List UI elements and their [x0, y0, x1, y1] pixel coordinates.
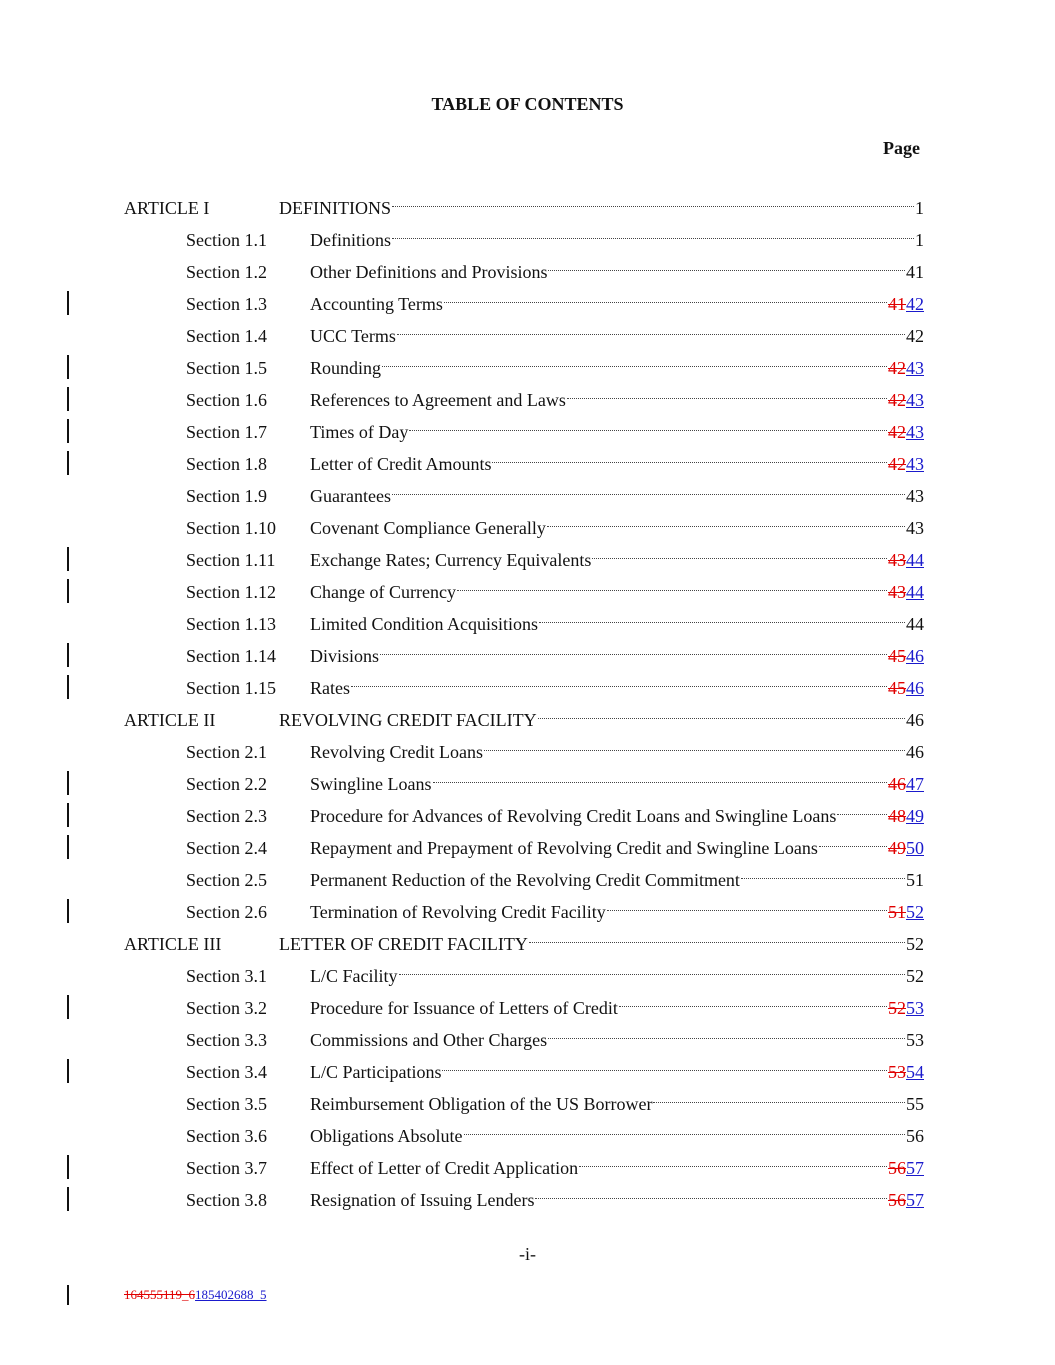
toc-entry-title: Procedure for Issuance of Letters of Credit: [310, 998, 618, 1018]
change-bar: [67, 579, 69, 603]
toc-entry-line: [279, 704, 924, 736]
toc-page-number: [888, 640, 924, 672]
toc-page-number: 56: [906, 1126, 924, 1146]
toc-entry-label: Section 1.2: [186, 262, 267, 282]
change-bar: [67, 675, 69, 699]
toc-section-row[interactable]: [0, 640, 1055, 672]
toc-entry-title: Limited Condition Acquisitions: [310, 614, 539, 634]
dot-leader: [351, 686, 887, 687]
deleted-page-number: 48: [888, 806, 906, 826]
inserted-page-number: 47: [906, 774, 924, 794]
toc-entry-line: [279, 928, 924, 960]
toc-entry-label: Section 2.6: [186, 902, 267, 922]
dot-leader: [607, 910, 887, 911]
toc-entry-line: [310, 224, 924, 256]
toc-entry-label: Section 2.1: [186, 742, 267, 762]
toc-entry-line: [310, 672, 924, 704]
toc-section-row[interactable]: [0, 672, 1055, 704]
toc-entry-line: [310, 608, 924, 640]
inserted-page-number: 49: [906, 806, 924, 826]
toc-section-row[interactable]: [0, 1152, 1055, 1184]
toc-entry-label: Section 3.2: [186, 998, 267, 1018]
document-id-inserted: 185402688_5: [195, 1287, 267, 1302]
toc-entry-label: Section 3.7: [186, 1158, 267, 1178]
toc-entry-label: Section 1.4: [186, 326, 267, 346]
toc-entry-title: Revolving Credit Loans: [310, 742, 483, 762]
toc-entry-label: Section 1.6: [186, 390, 267, 410]
dot-leader: [464, 1134, 906, 1135]
change-bar: [67, 291, 69, 315]
toc-section-row[interactable]: [0, 448, 1055, 480]
dot-leader: [548, 1038, 905, 1039]
toc-entry-line: [310, 1088, 924, 1120]
toc-entry-label: Section 1.15: [186, 678, 276, 698]
deleted-page-number: 53: [888, 1062, 906, 1082]
toc-entry-line: [310, 768, 924, 800]
toc-entry-title: Permanent Reduction of the Revolving Credit Commitment: [310, 870, 740, 890]
inserted-page-number: 52: [906, 902, 924, 922]
toc-entry-title: Termination of Revolving Credit Facility: [310, 902, 606, 922]
toc-section-row[interactable]: [0, 384, 1055, 416]
toc-section-row[interactable]: [0, 352, 1055, 384]
toc-entry-title: References to Agreement and Laws: [310, 390, 566, 410]
toc-page-number: [888, 992, 924, 1024]
toc-entry-title: L/C Participations: [310, 1062, 442, 1082]
dot-leader: [457, 590, 887, 591]
deleted-page-number: 56: [888, 1158, 906, 1178]
toc-section-row[interactable]: [0, 576, 1055, 608]
toc-section-row[interactable]: [0, 288, 1055, 320]
toc-page-number: [888, 1184, 924, 1216]
toc-entry-title: Effect of Letter of Credit Application: [310, 1158, 579, 1178]
toc-page-number: [888, 448, 924, 480]
dot-leader: [492, 462, 887, 463]
toc-page-number: 52: [906, 966, 924, 986]
toc-entry-title: Definitions: [310, 230, 391, 250]
toc-entry-line: [310, 544, 924, 576]
toc-entry-label: Section 3.1: [186, 966, 267, 986]
inserted-page-number: 57: [906, 1190, 924, 1210]
toc-section-row[interactable]: [0, 768, 1055, 800]
dot-leader: [837, 814, 887, 815]
dot-leader: [409, 430, 887, 431]
inserted-page-number: 43: [906, 390, 924, 410]
toc-entry-label: Section 1.14: [186, 646, 276, 666]
toc-entry-title: Letter of Credit Amounts: [310, 454, 492, 474]
toc-section-row[interactable]: [0, 832, 1055, 864]
inserted-page-number: 54: [906, 1062, 924, 1082]
inserted-page-number: 46: [906, 646, 924, 666]
inserted-page-number: 57: [906, 1158, 924, 1178]
toc-entry-line: [310, 960, 924, 992]
dot-leader: [382, 366, 887, 367]
deleted-page-number: 42: [888, 390, 906, 410]
toc-entry-label: Section 3.5: [186, 1094, 267, 1114]
toc-entry-line: [310, 992, 924, 1024]
toc-entry-line: [310, 640, 924, 672]
toc-entry-title: UCC Terms: [310, 326, 396, 346]
toc-entry-title: Rates: [310, 678, 350, 698]
toc-page-number: [888, 768, 924, 800]
toc-entry-label: Section 3.3: [186, 1030, 267, 1050]
toc-entry-title: Exchange Rates; Currency Equivalents: [310, 550, 592, 570]
toc-entry-label: Section 1.5: [186, 358, 267, 378]
toc-page-number: [888, 800, 924, 832]
toc-entry-title: REVOLVING CREDIT FACILITY: [279, 710, 537, 730]
document-id-deleted: 164555119_6: [124, 1287, 196, 1302]
dot-leader: [653, 1102, 905, 1103]
toc-entry-title: Divisions: [310, 646, 380, 666]
toc-entry-line: [310, 800, 924, 832]
toc-section-row[interactable]: [0, 1024, 1055, 1056]
toc-section-row[interactable]: [0, 896, 1055, 928]
toc-entry-label: Section 1.10: [186, 518, 276, 538]
document-id: [124, 1287, 267, 1303]
toc-page-number: [888, 352, 924, 384]
toc-entry-title: Obligations Absolute: [310, 1126, 463, 1146]
toc-page-number: [888, 1056, 924, 1088]
toc-section-row[interactable]: [0, 416, 1055, 448]
toc-section-row[interactable]: [0, 1120, 1055, 1152]
toc-page-number: [888, 832, 924, 864]
dot-leader: [548, 270, 905, 271]
toc-entry-line: [310, 864, 924, 896]
toc-entry-label: ARTICLE III: [124, 934, 222, 954]
toc-section-row[interactable]: [0, 320, 1055, 352]
dot-leader: [741, 878, 905, 879]
toc-page-number: [888, 672, 924, 704]
toc-page-number: 42: [906, 326, 924, 346]
dot-leader: [392, 494, 905, 495]
deleted-page-number: 45: [888, 646, 906, 666]
toc-entry-line: [310, 480, 924, 512]
dot-leader: [592, 558, 887, 559]
toc-section-row[interactable]: [0, 800, 1055, 832]
toc-entry-line: [310, 1152, 924, 1184]
toc-entry-line: [310, 352, 924, 384]
toc-page-number: 44: [906, 614, 924, 634]
dot-leader: [392, 206, 914, 207]
toc-entry-line: [310, 256, 924, 288]
toc-entry-line: [310, 736, 924, 768]
toc-page-number: 46: [906, 710, 924, 730]
toc-entry-title: Covenant Compliance Generally: [310, 518, 546, 538]
toc-section-row[interactable]: [0, 512, 1055, 544]
toc-entry-label: ARTICLE I: [124, 198, 210, 218]
toc-page-number: [888, 1152, 924, 1184]
toc-article-row[interactable]: [0, 704, 1055, 736]
toc-entry-line: [310, 512, 924, 544]
toc-section-row[interactable]: [0, 1184, 1055, 1216]
toc-page-number: 43: [906, 518, 924, 538]
inserted-page-number: 46: [906, 678, 924, 698]
toc-section-row[interactable]: [0, 608, 1055, 640]
toc-page-number: 46: [906, 742, 924, 762]
toc-section-row[interactable]: [0, 480, 1055, 512]
dot-leader: [433, 782, 888, 783]
toc-entry-title: Guarantees: [310, 486, 391, 506]
toc-section-row[interactable]: [0, 736, 1055, 768]
change-bar: [67, 451, 69, 475]
deleted-page-number: 49: [888, 838, 906, 858]
toc-entry-line: [310, 1184, 924, 1216]
toc-entry-line: [279, 192, 924, 224]
dot-leader: [538, 718, 905, 719]
inserted-page-number: 44: [906, 582, 924, 602]
toc-entry-label: Section 2.4: [186, 838, 267, 858]
toc-section-row[interactable]: [0, 992, 1055, 1024]
toc-section-row[interactable]: [0, 1056, 1055, 1088]
toc-page-number: 1: [915, 198, 924, 218]
toc-page-number: 52: [906, 934, 924, 954]
change-bar: [67, 803, 69, 827]
toc-entry-title: L/C Facility: [310, 966, 398, 986]
toc-entry-line: [310, 832, 924, 864]
toc-section-row[interactable]: [0, 224, 1055, 256]
toc-entry-label: Section 2.3: [186, 806, 267, 826]
change-bar: [67, 995, 69, 1019]
toc-article-row[interactable]: [0, 928, 1055, 960]
deleted-page-number: 42: [888, 454, 906, 474]
change-bar: [67, 771, 69, 795]
toc-entry-title: Times of Day: [310, 422, 409, 442]
toc-entry-title: Swingline Loans: [310, 774, 432, 794]
toc-entry-label: ARTICLE II: [124, 710, 216, 730]
toc-entry-label: Section 1.9: [186, 486, 267, 506]
toc-entry-title: Change of Currency: [310, 582, 456, 602]
toc-entry-line: [310, 576, 924, 608]
deleted-page-number: 45: [888, 678, 906, 698]
toc-entry-title: Accounting Terms: [310, 294, 443, 314]
toc-entry-label: Section 1.1: [186, 230, 267, 250]
dot-leader: [535, 1198, 887, 1199]
toc-page-number: [888, 576, 924, 608]
dot-leader: [579, 1166, 887, 1167]
toc-entry-title: Commissions and Other Charges: [310, 1030, 548, 1050]
deleted-page-number: 52: [888, 998, 906, 1018]
dot-leader: [567, 398, 887, 399]
inserted-page-number: 43: [906, 422, 924, 442]
toc-page-number: 41: [906, 262, 924, 282]
toc-page-number: 51: [906, 870, 924, 890]
toc-entry-line: [310, 416, 924, 448]
dot-leader: [619, 1006, 887, 1007]
toc-page-number: [888, 544, 924, 576]
change-bar: [67, 899, 69, 923]
toc-entry-title: Procedure for Advances of Revolving Credit Loans and Swingline Loans: [310, 806, 837, 826]
toc-entry-label: Section 3.4: [186, 1062, 267, 1082]
change-bar: [67, 355, 69, 379]
toc-entry-label: Section 3.6: [186, 1126, 267, 1146]
toc-entry-label: Section 1.12: [186, 582, 276, 602]
toc-section-row[interactable]: [0, 544, 1055, 576]
toc-page-number: 55: [906, 1094, 924, 1114]
toc-entry-line: [310, 320, 924, 352]
dot-leader: [397, 334, 905, 335]
toc-entry-label: Section 1.8: [186, 454, 267, 474]
toc-entry-title: Rounding: [310, 358, 382, 378]
toc-section-row[interactable]: [0, 1088, 1055, 1120]
dot-leader: [484, 750, 905, 751]
inserted-page-number: 43: [906, 454, 924, 474]
change-bar: [67, 419, 69, 443]
deleted-page-number: 42: [888, 358, 906, 378]
dot-leader: [819, 846, 887, 847]
inserted-page-number: 50: [906, 838, 924, 858]
change-bar: [67, 1187, 69, 1211]
page-title: TABLE OF CONTENTS: [431, 94, 624, 114]
toc-entry-label: Section 2.5: [186, 870, 267, 890]
toc-entry-label: Section 3.8: [186, 1190, 267, 1210]
toc-section-row[interactable]: [0, 864, 1055, 896]
toc-entry-label: Section 2.2: [186, 774, 267, 794]
change-bar: [67, 1059, 69, 1083]
toc-page-number: 1: [915, 230, 924, 250]
toc-page-number: [888, 896, 924, 928]
change-bar: [67, 835, 69, 859]
toc-entry-label: Section 1.11: [186, 550, 276, 570]
deleted-page-number: 42: [888, 422, 906, 442]
toc-entry-line: [310, 288, 924, 320]
toc-entry-line: [310, 896, 924, 928]
dot-leader: [547, 526, 905, 527]
change-bar: [67, 1155, 69, 1179]
change-bar: [67, 387, 69, 411]
toc-entry-label: Section 1.7: [186, 422, 267, 442]
inserted-page-number: 42: [906, 294, 924, 314]
toc-entry-title: DEFINITIONS: [279, 198, 391, 218]
dot-leader: [442, 1070, 887, 1071]
deleted-page-number: 51: [888, 902, 906, 922]
dot-leader: [380, 654, 887, 655]
change-bar: [67, 547, 69, 571]
toc-page-number: 53: [906, 1030, 924, 1050]
deleted-page-number: 56: [888, 1190, 906, 1210]
dot-leader: [392, 238, 914, 239]
deleted-page-number: 46: [888, 774, 906, 794]
toc-entry-line: [310, 1024, 924, 1056]
toc-article-row[interactable]: [0, 192, 1055, 224]
toc-entry-title: Other Definitions and Provisions: [310, 262, 548, 282]
toc-entry-title: Reimbursement Obligation of the US Borrower: [310, 1094, 653, 1114]
dot-leader: [399, 974, 906, 975]
toc-entry-label: Section 1.13: [186, 614, 276, 634]
table-of-contents: [0, 192, 1055, 1216]
inserted-page-number: 44: [906, 550, 924, 570]
toc-page-number: 43: [906, 486, 924, 506]
toc-entry-title: Resignation of Issuing Lenders: [310, 1190, 535, 1210]
toc-entry-label: Section 1.3: [186, 294, 267, 314]
inserted-page-number: 43: [906, 358, 924, 378]
deleted-page-number: 41: [888, 294, 906, 314]
page-number: -i-: [519, 1244, 536, 1264]
deleted-page-number: 43: [888, 582, 906, 602]
toc-entry-line: [310, 1056, 924, 1088]
toc-entry-line: [310, 1120, 924, 1152]
dot-leader: [539, 622, 905, 623]
toc-page-number: [888, 416, 924, 448]
toc-entry-title: LETTER OF CREDIT FACILITY: [279, 934, 528, 954]
dot-leader: [444, 302, 887, 303]
toc-entry-title: Repayment and Prepayment of Revolving Credit and Swingline Loans: [310, 838, 818, 858]
toc-section-row[interactable]: [0, 960, 1055, 992]
toc-entry-line: [310, 384, 924, 416]
dot-leader: [529, 942, 905, 943]
change-bar: [67, 1285, 69, 1305]
change-bar: [67, 643, 69, 667]
toc-entry-line: [310, 448, 924, 480]
inserted-page-number: 53: [906, 998, 924, 1018]
toc-section-row[interactable]: [0, 256, 1055, 288]
toc-page-number: [888, 288, 924, 320]
deleted-page-number: 43: [888, 550, 906, 570]
toc-page-number: [888, 384, 924, 416]
page-column-header: Page: [883, 138, 920, 158]
